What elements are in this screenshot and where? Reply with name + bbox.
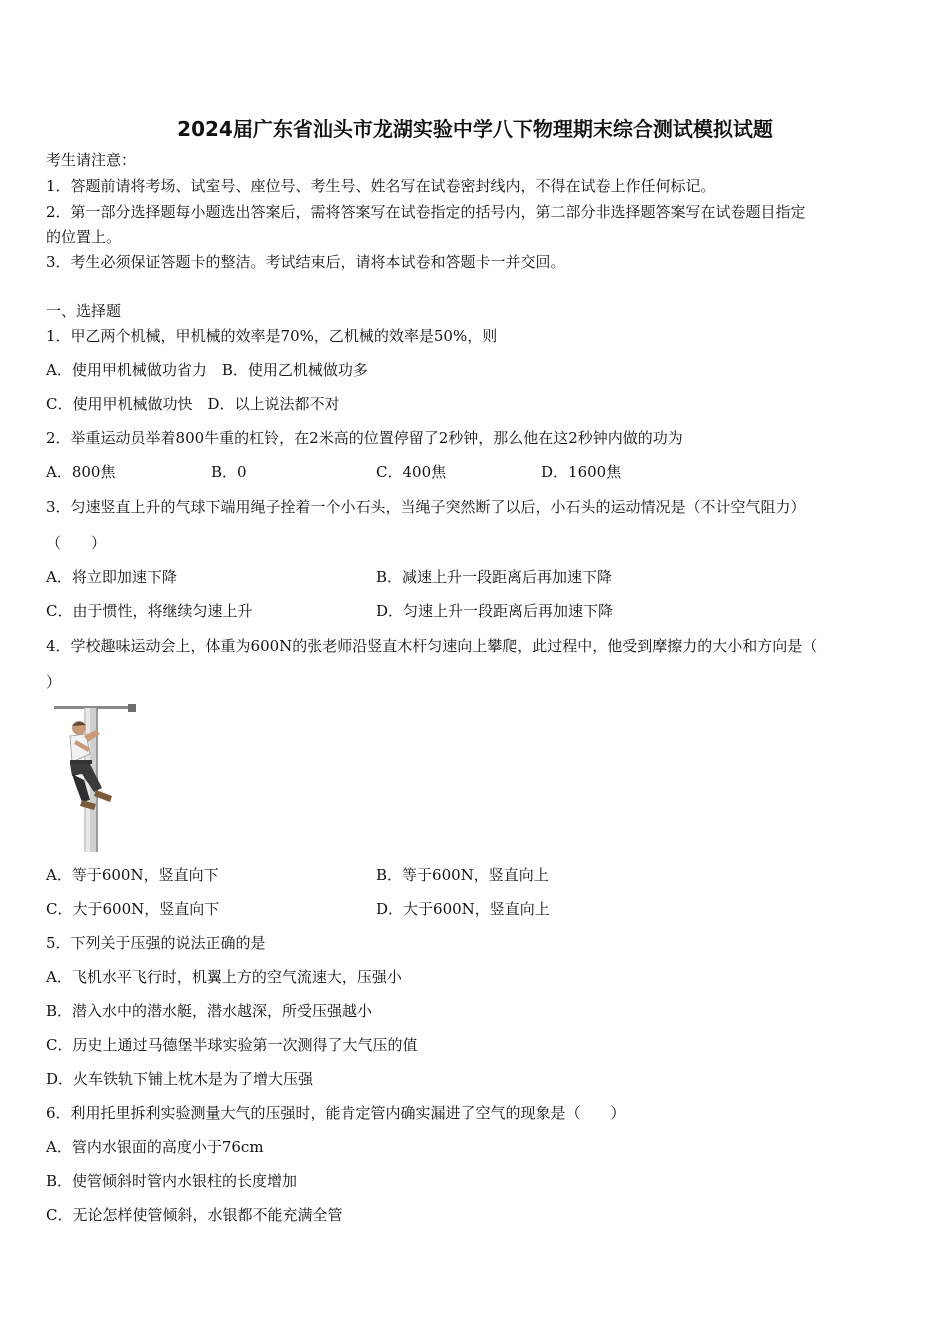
notice-item: 1．答题前请将考场、试室号、座位号、考生号、姓名写在试卷密封线内，不得在试卷上作任何标记。 [46,177,716,195]
page-title: 2024届广东省汕头市龙湖实验中学八下物理期末综合测试模拟试题 [177,117,773,141]
question-6-stem: 6．利用托里拆利实验测量大气的压强时，能肯定管内确实漏进了空气的现象是（ ） [46,1104,626,1122]
question-6-option-b: B．使管倾斜时管内水银柱的长度增加 [46,1172,298,1190]
question-2-option-a: A．800焦 [46,463,116,481]
question-6-option-a: A．管内水银面的高度小于76cm [46,1138,264,1156]
question-4-option-d: D．大于600N，竖直向上 [376,900,550,918]
question-3-option-c: C．由于惯性，将继续匀速上升 [46,602,253,620]
question-6-option-c: C．无论怎样使管倾斜，水银都不能充满全管 [46,1206,343,1224]
question-4-paren: ） [46,673,62,691]
question-1-stem: 1．甲乙两个机械，甲机械的效率是70%，乙机械的效率是50%，则 [46,327,498,345]
question-1-options-cd: C．使用甲机械做功快 D．以上说法都不对 [46,395,340,413]
question-5-stem: 5．下列关于压强的说法正确的是 [46,934,266,952]
question-4-stem: 4．学校趣味运动会上，体重为600N的张老师沿竖直木杆匀速向上攀爬，此过程中，他受到摩擦力的大小和方向是（ [46,637,818,655]
question-3-option-d: D．匀速上升一段距离后再加速下降 [376,602,614,620]
notice-item: 2．第一部分选择题每小题选出答案后，需将答案写在试卷指定的括号内，第二部分非选择题答案写在试卷题目指定 [46,203,806,221]
question-5-option-d: D．火车铁轨下铺上枕木是为了增大压强 [46,1070,314,1088]
question-3-option-b: B．减速上升一段距离后再加速下降 [376,568,613,586]
pole-climber-figure [46,704,138,852]
notice-item: 3．考生必须保证答题卡的整洁。考试结束后，请将本试卷和答题卡一并交回。 [46,253,566,271]
question-4-option-b: B．等于600N，竖直向上 [376,866,549,884]
pole-climber-illustration [46,704,138,852]
question-2-option-d: D．1600焦 [541,463,622,481]
question-1-options-ab: A．使用甲机械做功省力 B．使用乙机械做功多 [46,361,368,379]
question-5-option-c: C．历史上通过马德堡半球实验第一次测得了大气压的值 [46,1036,418,1054]
notice-item: 的位置上。 [46,228,122,246]
question-4-option-c: C．大于600N，竖直向下 [46,900,220,918]
section-heading: 一、选择题 [46,302,122,320]
question-5-option-b: B．潜入水中的潜水艇，潜水越深，所受压强越小 [46,1002,373,1020]
question-3-option-a: A．将立即加速下降 [46,568,177,586]
question-3-stem: 3．匀速竖直上升的气球下端用绳子拴着一个小石头，当绳子突然断了以后，小石头的运动情况是（不计空气阻力） [46,498,806,516]
question-5-option-a: A．飞机水平飞行时，机翼上方的空气流速大，压强小 [46,968,402,986]
question-2-option-b: B．0 [211,463,247,481]
question-2-option-c: C．400焦 [376,463,447,481]
question-4-option-a: A．等于600N，竖直向下 [46,866,219,884]
question-3-paren: （ ） [46,534,107,552]
notice-heading: 考生请注意： [46,151,137,169]
question-2-stem: 2．举重运动员举着800牛重的杠铃，在2米高的位置停留了2秒钟，那么他在这2秒钟内做的功为 [46,429,683,447]
